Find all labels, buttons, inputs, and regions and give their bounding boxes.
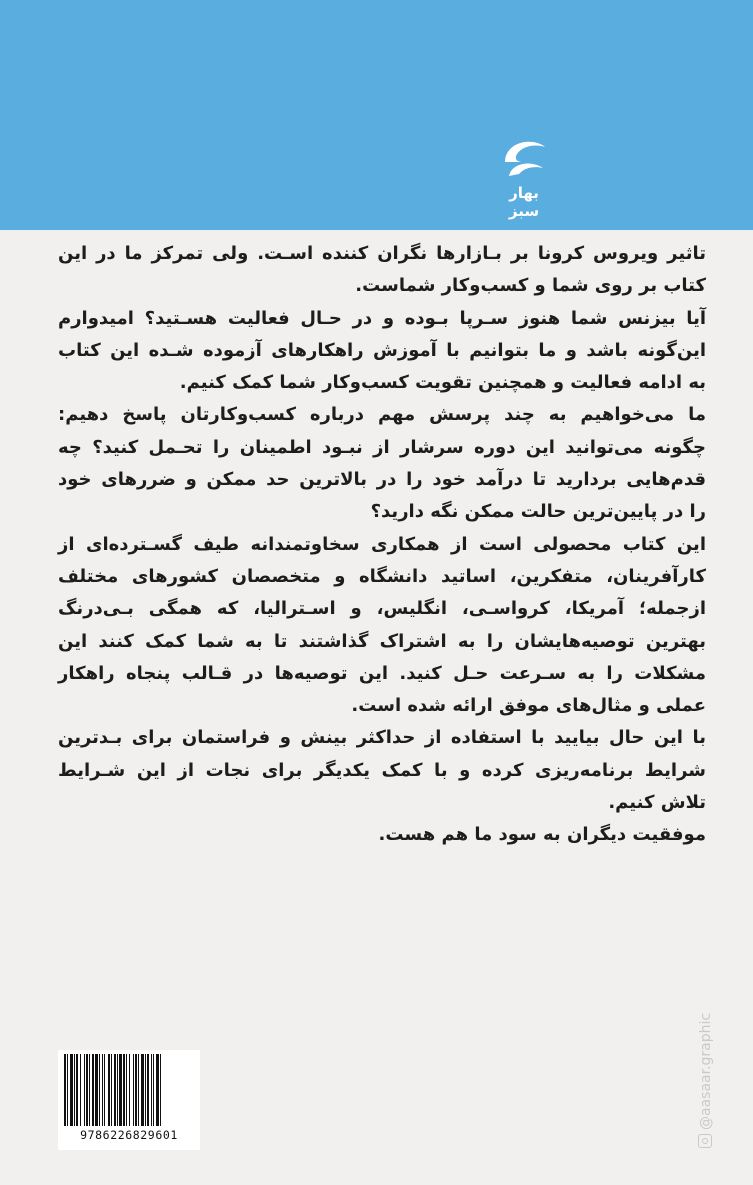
barcode-bar <box>92 1054 94 1126</box>
barcode-bar <box>99 1054 100 1126</box>
publisher-name: بهار سبز <box>508 184 540 220</box>
barcode-bar <box>89 1054 90 1126</box>
barcode-bar <box>67 1054 68 1126</box>
text-line: تاثیر ویروس کرونا بر بـازارها نگران کننده اسـت. ولی تمرکز ما در این <box>58 243 706 264</box>
barcode-bar <box>108 1054 110 1126</box>
barcode-bar <box>76 1054 78 1126</box>
text-line: کارآفرینان، متفکرین، اساتید دانشگاه و متخصصان کشورهای مختلف <box>58 565 706 587</box>
barcode-bar <box>74 1054 75 1126</box>
watermark <box>698 1013 714 1148</box>
barcode-bar <box>160 1054 161 1126</box>
barcode-bar <box>129 1054 130 1126</box>
publisher-logo <box>495 132 553 220</box>
text-line: ما می‌خواهیم به چند پرسش مهم درباره کسب‌وکارتان پاسخ دهیم: <box>58 404 706 426</box>
barcode-bar <box>153 1054 154 1126</box>
back-cover-text <box>58 238 706 852</box>
barcode-bar <box>145 1054 146 1126</box>
barcode-bar <box>123 1054 125 1126</box>
barcode-bar <box>126 1054 127 1126</box>
barcode-bar <box>135 1054 137 1126</box>
barcode-bar <box>119 1054 122 1126</box>
barcode-bar <box>141 1054 144 1126</box>
text-line: مشکلات را به سـرعت حـل کنید. این توصیه‌ها در قـالب پنجاه راهکار <box>58 662 706 684</box>
barcode-bar <box>64 1054 66 1126</box>
text-line: چگونه می‌توانید این دوره سرشار از نبـود اطمینان را تحـمل کنید؟ چه <box>58 436 706 458</box>
text-line: شرایط برنامه‌ریزی کرده و با کمک یکدیگر برای نجات از این شـرایط <box>58 759 706 781</box>
barcode-bar <box>86 1054 88 1126</box>
barcode-bar <box>147 1054 149 1126</box>
text-line: ازجمله؛ آمریکا، کرواسـی، انگلیس، و اسـترالیا، که همگی بـی‌درنگ <box>58 598 706 620</box>
isbn-number: 9786226829601 <box>58 1128 200 1142</box>
barcode-bar <box>104 1054 105 1126</box>
text-line: را در پایین‌ترین حالت ممکن نگه دارید؟ <box>370 501 706 523</box>
barcode-bar <box>151 1054 152 1126</box>
text-line: این کتاب محصولی است از همکاری سخاوتمندانه طیف گسـترده‌ای از <box>58 533 706 555</box>
barcode-bar <box>133 1054 134 1126</box>
barcode-bars <box>62 1054 196 1128</box>
barcode-bar <box>117 1054 118 1126</box>
text-line: به ادامه فعالیت و همچنین تقویت کسب‌وکار شما کمک کنیم. <box>179 372 706 394</box>
barcode-bar <box>70 1054 73 1126</box>
text-line: این‌گونه باشد و ما بتوانیم با آموزش راهکارهای آزموده شـده این کتاب <box>58 339 706 361</box>
leaf-logo-icon <box>499 132 549 182</box>
text-line: موفقیت دیگران به سود ما هم هست. <box>378 824 706 846</box>
barcode-bar <box>84 1054 85 1126</box>
text-line: تلاش کنیم. <box>608 792 706 814</box>
text-line: آیا بیزنس شما هنوز سـرپا بـوده و در حـال فعالیت هسـتید؟ امیدوارم <box>58 307 706 329</box>
text-line: با این حال بیایید با استفاده از حداکثر بینش و فراستمان برای بـدترین <box>58 727 706 749</box>
barcode-bar <box>111 1054 112 1126</box>
watermark-handle: @aasaar.graphic <box>698 1012 714 1130</box>
text-line: بهترین توصیه‌هایشان را به اشتراک گذاشتند تا به شما کمک کنند این <box>58 630 706 652</box>
barcode-bar <box>138 1054 139 1126</box>
barcode-bar <box>95 1054 98 1126</box>
barcode-bar <box>156 1054 159 1126</box>
instagram-icon <box>698 1134 712 1148</box>
text-line: عملی و مثال‌های موفق ارائه شده است. <box>351 695 706 717</box>
barcode-bar <box>114 1054 116 1126</box>
text-line: قدم‌هایی بردارید تا درآمد خود را در بالاترین حد ممکن و ضررهای خود <box>58 469 706 491</box>
cover-color-band <box>0 0 753 230</box>
barcode-bar <box>102 1054 103 1126</box>
isbn-barcode <box>58 1050 200 1150</box>
barcode-bar <box>80 1054 81 1126</box>
text-line: کتاب بر روی شما و کسب‌وکار شماست. <box>355 275 706 297</box>
